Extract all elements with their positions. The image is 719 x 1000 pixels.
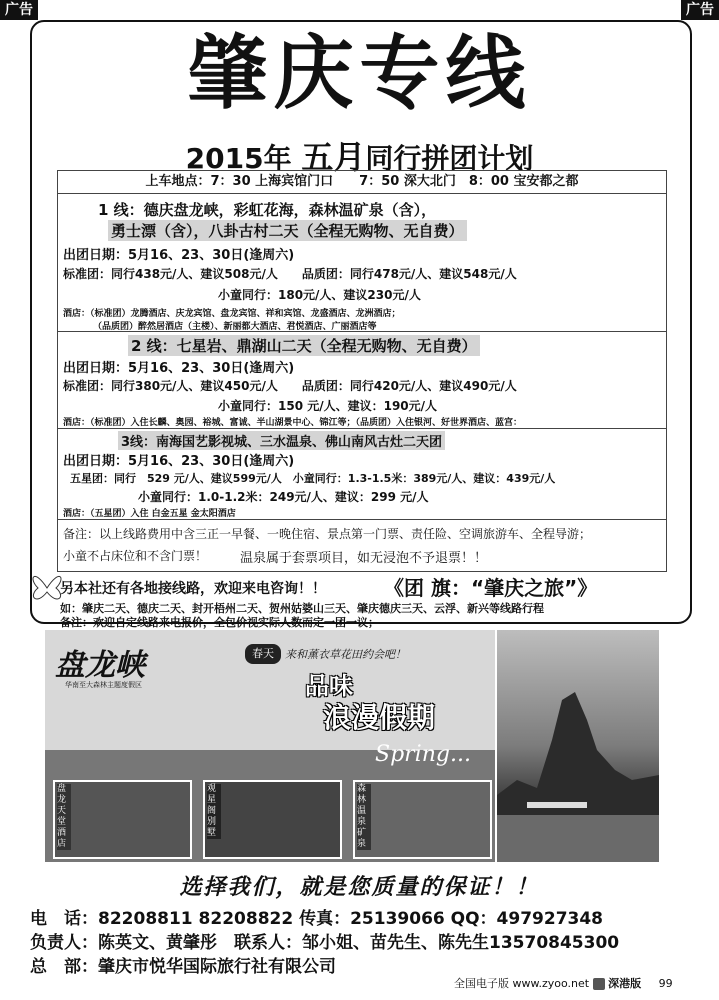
line3-dates: 出团日期：5月16、23、30日(逢周六) (63, 454, 295, 469)
banner-logo: 盘龙峡 (55, 648, 145, 683)
banner-spring: Spring... (375, 742, 471, 767)
line1-title-b: 勇士漂（含），八卦古村二天（全程无购物、无自费） (108, 220, 467, 241)
footer-page: 99 (658, 977, 673, 990)
banner-heading1: 品味 (305, 672, 353, 700)
promo-custom: 备注：欢迎自定线路来电报价，全包价视实际人数而定一团一议； (60, 616, 379, 629)
line2-title: 2 线：七星岩、鼎湖山二天（全程无购物、无自费） (128, 335, 480, 356)
note-hotspring: 温泉属于套票项目，如无浸泡不予退票！！ (240, 551, 488, 566)
subtitle-rest: 同行拼团计划 (365, 142, 534, 175)
line3-section (58, 428, 666, 520)
footer-edition: 深港版 (608, 977, 642, 990)
banner-caption-villa: 观星阁别墅 (207, 784, 221, 839)
note-includes: 备注：以上线路费用中含三正一早餐、一晚住宿、景点第一门票、责任险、空调旅游车、全程导游； (63, 527, 592, 541)
promo-more-lines: 另本社还有各地接线路，欢迎来电咨询！！ (60, 581, 326, 597)
promo-routes: 如：肇庆二天、德庆二天、封开梧州二天、贺州姑婆山三天、肇庆德庆三天、云浮、新兴等线路行程 (60, 602, 544, 615)
line1-child-price: 小童同行：180元/人、建议230元/人 (218, 288, 421, 302)
banner-tag: 春天 (245, 644, 281, 664)
promo-flag: 《团 旗：“肇庆之旅”》 (384, 576, 598, 600)
line3-prices: 五星团：同行 529 元/人、建议599元/人 小童同行：1.3-1.5米：389元/人、建议：439元/人 (70, 472, 556, 485)
banner-heading2: 浪漫假期 (323, 701, 436, 734)
page-title: 肇庆专线 (187, 26, 532, 120)
line3-title: 3线：南海国艺影视城、三水温泉、佛山南风古灶二天团 (118, 431, 445, 450)
line1-prices: 标准团：同行438元/人、建议508元/人 品质团：同行478元/人、建议548元/人 (63, 267, 517, 281)
banner-photo-spring (353, 780, 492, 859)
line3-hotel: 酒店：（五星团）入住 白金五星 金太阳酒店 (63, 509, 236, 519)
line1-hotel-standard: 酒店：（标准团）龙腾酒店、庆龙宾馆、盘龙宾馆、祥和宾馆、龙盛酒店、龙洲酒店； (63, 309, 401, 319)
note-child: 小童不占床位和不含门票！ (63, 549, 208, 563)
mountain-scene-icon (497, 630, 659, 862)
banner-logo-sub: 华南至大森林主题度假区 (65, 681, 142, 689)
subtitle-month: 五月 (301, 138, 366, 176)
contact-person: 负责人：陈英文、黄肇彤 联系人：邹小姐、苗先生、陈先生13570845300 (30, 933, 620, 953)
line1-hotel-quality: （品质团）醉然居酒店（主楼）、新丽都大酒店、君悦酒店、广丽酒店等 (93, 322, 377, 332)
edition-badge-icon (593, 978, 605, 990)
ad-label-right: 广告 (681, 0, 719, 20)
footer-site: 全国电子版 www.zyoo.net (454, 977, 590, 990)
line1-section (58, 194, 666, 332)
banner-invite: 来和薰衣草花田约会吧！ (285, 648, 406, 661)
banner-photo-villa (203, 780, 342, 859)
line2-prices: 标准团：同行380元/人、建议450元/人 品质团：同行420元/人、建议490元/人 (63, 379, 517, 393)
subtitle-year: 2015年 (185, 142, 292, 175)
contact-phone: 电 话：82208811 82208822 传真：25139066 QQ：497927348 (30, 909, 604, 929)
banner-caption-hotel: 盘龙天堂酒店 (57, 784, 71, 850)
line1-dates: 出团日期：5月16、23、30日(逢周六) (63, 248, 295, 263)
footer (454, 975, 673, 991)
line2-child-price: 小童同行：150 元/人、建议：190元/人 (218, 399, 438, 413)
contact-hq: 总 部：肇庆市悦华国际旅行社有限公司 (30, 957, 336, 977)
banner-caption-spring: 森林温泉矿泉 (357, 784, 371, 850)
line2-section (58, 331, 666, 429)
line1-title-a: 1 线：德庆盘龙峡，彩虹花海，森林温矿泉（含）， (98, 201, 437, 219)
resort-banner (45, 630, 495, 862)
ad-label-left: 广告 (0, 0, 38, 20)
itinerary-box (57, 170, 667, 572)
line2-hotel: 酒店：（标准团）入住长麟、奥园、裕城、富诚、半山湖景中心、锦江等；（品质团）入住银河、好世界酒店、蓝宫： (63, 418, 523, 428)
line2-dates: 出团日期：5月16、23、30日(逢周六) (63, 361, 295, 376)
banner-photo-hotel (53, 780, 192, 859)
seven-star-crags-photo (497, 630, 659, 862)
pickup-points: 上车地点：7：30 上海宾馆门口 7：50 深大北门 8：00 宝安都之都 (58, 171, 666, 194)
line3-child-price: 小童同行：1.0-1.2米：249元/人、建议：299 元/人 (138, 490, 429, 504)
slogan: 选择我们，就是您质量的保证！！ (179, 875, 540, 900)
